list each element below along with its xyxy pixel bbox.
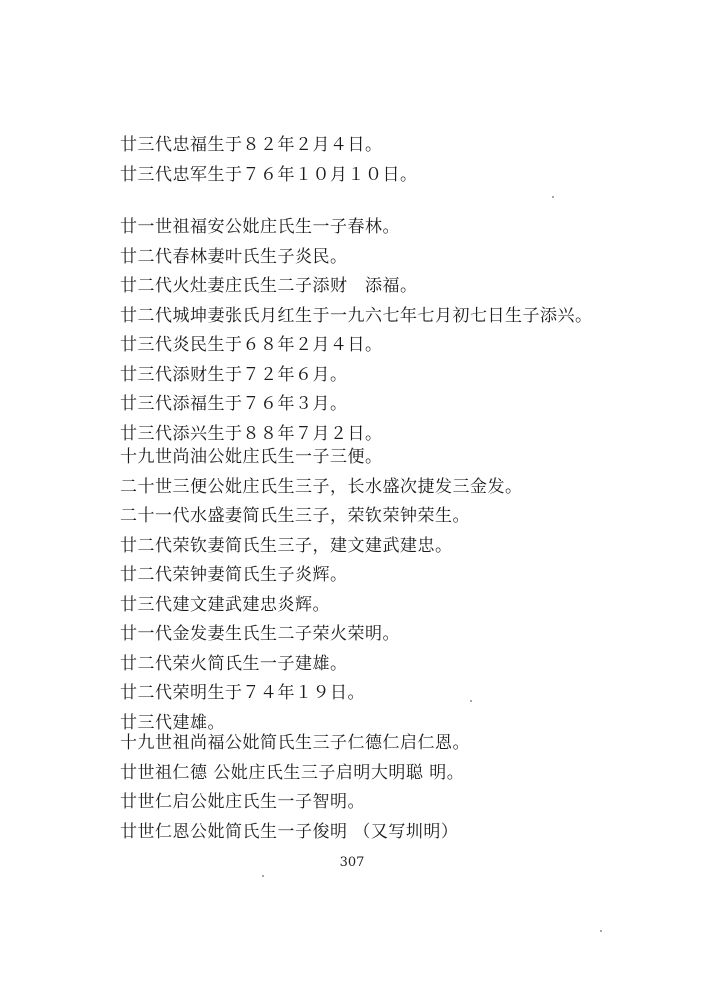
scan-speck [470, 700, 472, 702]
text-line: 廿二代荣钟妻简氏生子炎辉。 [120, 565, 348, 585]
text-line: 十九世祖尚福公妣简氏生三子仁德仁启仁恩。 [120, 733, 470, 753]
text-line: 廿三代忠福生于８２年２月４日。 [120, 135, 383, 155]
text-line: 廿世仁启公妣庄氏生一子智明。 [120, 792, 365, 812]
text-line: 廿二代荣火简氏生一子建雄。 [120, 653, 348, 674]
scan-speck [552, 196, 554, 198]
paragraph-block [120, 131, 680, 190]
text-line: 二十世三便公妣庄氏生三子，长水盛次捷发三金发。 [120, 476, 523, 497]
text-line: 廿二代荣明生于７４年１９日。 [120, 683, 365, 703]
text-line: 廿二代火灶妻庄氏生二子添财 添福。 [120, 276, 418, 296]
text-line: 廿三代添财生于７２年６月。 [120, 364, 348, 385]
text-line: 廿世仁恩公妣简氏生一子俊明 （又写圳明） [120, 821, 459, 842]
paragraph-block [120, 213, 680, 449]
text-line: 廿三代炎民生于６８年２月４日。 [120, 335, 383, 355]
text-line: 廿一世祖福安公妣庄氏生一子春林。 [120, 217, 400, 237]
text-line: 廿二代城坤妻张氏月红生于一九六七年七月初七日生子添兴。 [120, 305, 593, 326]
paragraph-block [120, 443, 680, 738]
text-line: 十九世尚油公妣庄氏生一子三便。 [120, 447, 383, 467]
text-line: 廿三代忠军生于７６年１０月１０日。 [120, 164, 418, 185]
page-number: 307 [339, 855, 365, 870]
text-line: 廿二代荣钦妻简氏生三子，建文建武建忠。 [120, 535, 453, 556]
text-line: 廿三代建文建武建忠炎辉。 [120, 594, 330, 615]
text-line: 廿一代金发妻生氏生二子荣火荣明。 [120, 624, 400, 644]
scan-speck [262, 875, 264, 877]
scan-speck [600, 930, 602, 932]
text-line: 二十一代水盛妻简氏生三子，荣钦荣钟荣生。 [120, 506, 470, 526]
text-line: 廿二代春林妻叶氏生子炎民。 [120, 246, 348, 267]
text-line: 廿三代添福生于７６年３月。 [120, 394, 348, 414]
paragraph-block [120, 729, 680, 847]
text-line: 廿三代添兴生于８８年７月２日。 [120, 423, 383, 444]
text-line: 廿三代建雄。 [120, 712, 225, 733]
text-line: 廿世祖仁德 公妣庄氏生三子启明大明聪 明。 [120, 762, 465, 783]
